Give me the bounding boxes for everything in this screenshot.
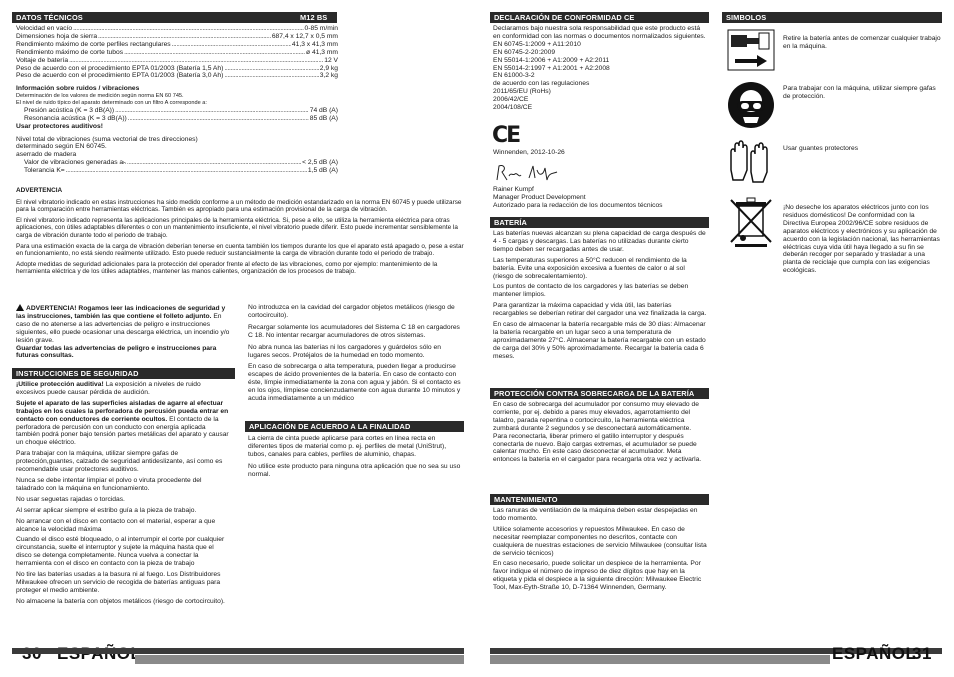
tech-data-header: DATOS TÉCNICOS M12 BS xyxy=(12,12,337,23)
noise-title: Información sobre ruidos / vibraciones xyxy=(16,85,140,93)
spec-row: Rendimiento máximo de corte perfiles rectangulares ..... 41,3 x 41,3 mm xyxy=(16,41,338,49)
spec-list xyxy=(16,25,338,175)
symbols-header: SIMBOLOS xyxy=(722,12,942,23)
spec-row: Dimensiones hoja de sierra ..... 687,4 x 12,7 x 0,5 mm xyxy=(16,33,338,41)
symbol-text: ¡No deseche los aparatos eléctricos junto con los residuos domésticos! De conformidad con la Directiva Europea 2002/96/CE sobre residuos de aparatos eléctricos y electrónicos y su aplicación de acuerdo con la legislación nacional, las herramientas eléctricas cuya vida útil haya llegado a su fin se deberán recoger por separado y trasladar a una planta de reciclaje que cumpla con las exigencias ecológicas. xyxy=(783,204,940,275)
advert-title: ADVERTENCIA xyxy=(16,187,63,194)
battery-text: Las baterías nuevas alcanzan su plena capacidad de carga después de 4 - 5 cargas y descargas. Las baterías no utilizadas durante cierto tiempo deben ser recargadas antes de usar. Las temperaturas superiores a 50°C reducen el rendimiento de la batería. Evite una exposición excesiva a fuentes de calor o al sol (riesgo de sobrecalentamiento). Los puntos de contacto de los cargadores y las baterías se deben mantener limpios. Para garantizar la máxima capacidad y vida útil, las baterías recargables se deberían retirar del cargador una vez finalizada la carga. En caso de almacenar la batería recargable más de 30 días: Almacenar la batería recargable en un lugar seco a una temperatura de aproximadamente 27°C. Almacenar la batería recargable con un estado de carga del 30% y 50% aproximadamente. Recargar la batería cada 6 meses. xyxy=(493,230,707,360)
maintenance-text: Las ranuras de ventilación de la máquina deben estar despejadas en todo momento. Utilice solamente accesorios y repuestos Milwaukee. En caso de necesitar reemplazar componentes no descritos, contacte con cualquiera de nuestras estaciones de servicio Milwaukee (consultar lista de servicio técnicos) En caso necesario, puede solicitar un despiece de la herramienta. Por favor indique el número de impreso de diez dígitos que hay en la etiqueta y pida el despiece a la siguiente dirección: Milwaukee Electric Tool, Max-Eyth-Straße 10, D-71364 Winnenden, Germany. xyxy=(493,507,707,592)
advert-paragraph: Adopte medidas de seguridad adicionales para la protección del operador frente al efecto de las vibraciones, como por ejemplo: mantenimiento de la herramienta eléctrica y de los útiles adaptables, mantener las manos calientes, organización de los procesos de trabajo. xyxy=(16,260,438,276)
vibration-material: aserrado de madera xyxy=(16,151,77,159)
symbol-text: Para trabajar con la máquina, utilizar siempre gafas de protección. xyxy=(783,85,936,100)
remove-battery-icon xyxy=(727,29,775,71)
overload-protection-header: PROTECCIÓN CONTRA SOBRECARGA DE LA BATERÍA xyxy=(490,388,709,399)
symbol-text: Retire la batería antes de comenzar cualquier trabajo en la máquina. xyxy=(783,35,941,50)
advert-paragraph: Para una estimación exacta de la carga de vibración deberían tenerse en cuenta también los tiempos durante los que el aparato está apagado o, pese a estar en funcionamiento, no está siendo realmente utilizado. Esto puede reducir sustancialmente la carga de vibración durante todo el periodo de trabajo. xyxy=(16,242,464,258)
spec-row: Velocidad en vacío ..... 0-85 m/min xyxy=(16,25,338,33)
model-name: M12 BS xyxy=(300,13,328,22)
general-warning: ADVERTENCIA! Rogamos leer las indicaciones de seguridad y las instrucciones, también las que contiene el folleto adjunto. En caso de no atenerse a las advertencias de peligro e instrucciones siguientes, ello puede ocasionar una descarga eléctrica, un incendio y/o lesión grave. Guardar todas las advertencias de peligro e instrucciones para futuras consultas. xyxy=(16,305,230,360)
maintenance-header: MANTENIMIENTO xyxy=(490,494,709,505)
safety-instructions: ¡Utilice protección auditiva! La exposición a niveles de ruido excesivos puede causar pérdida de audición. Sujete el aparato de las superficies aisladas de agarre al efectuar trabajos en los cuales la perforadora de percusión pueda entrar en contacto con conductores de corriente ocultos. El contacto de la perforadora de percusión con un conducto con energía aplicada también podrá poner bajo tensión partes metálicas del aparato y causar un choque eléctrico. Para trabajar con la máquina, utilizar siempre gafas de protección,guantes, calzado de seguridad antideslizante, así como es recomendable usar protectores auditivos. Nunca se debe intentar limpiar el polvo o viruta procedente del taladrado con la máquina en funcionamiento. No usar seguetas rajadas o torcidas. Al serrar aplicar siempre el estribo guía a la pieza de trabajo. No arrancar con el disco en contacto con el material, esperar a que alcance la velocidad máxima Cuando el disco esté bloqueado, o al interrumpir el corte por cualquier circunstancia, suelte el interruptor y sujete la máquina hasta que el disco se detenga completamente. Nunca vuelva a conectar la herramienta con el disco en contacto con la pieza de trabajo No tire las baterías usadas a la basura ni al fuego. Los Distribuidores Milwaukee ofrecen un servicio de recogida de baterías antiguas para proteger el medio ambiente. No almacene la batería con objetos metálicos (riesgo de cortocircuito). xyxy=(16,381,229,605)
footer-bar-left xyxy=(12,648,464,654)
place-date: Winnenden, 2012-10-26 xyxy=(493,149,565,156)
vibration-standard: determinado según EN 60745. xyxy=(16,143,107,151)
ce-mark-icon: CE xyxy=(492,123,520,148)
footer-bar-left-gray xyxy=(135,655,464,664)
vibration-row: Tolerancia K= ..... 1,5 dB (A) xyxy=(16,167,338,175)
battery-header: BATERÍA xyxy=(490,217,709,228)
battery-safety-notes: No introduzca en la cavidad del cargador objetos metálicos (riesgo de cortocircuito). Recargar solamente los acumuladores del Sistema C 18 en cargadores C 18. No intentar recargar acumuladores de otros sistemas. No abra nunca las baterías ni los cargadores y guárdelos sólo en lugares secos. Protéjalos de la humedad en todo momento. En caso de sobrecarga o alta temperatura, pueden llegar a producirse escapes de ácido provenientes de la batería. En caso de contacto con éste, límpie inmediatamente la zona con agua y jabón. Si el contacto es en los ojos, límpiese concienzudamente con agua durante 10 minutos y acuda inmediatamente a un médico xyxy=(248,304,461,403)
noise-note: Determinación de los valores de medición según norma EN 60 745. xyxy=(16,93,184,100)
signer-block: Rainer Kumpf Manager Product Development Autorizado para la redacción de los documentos técnicos xyxy=(493,186,663,209)
advert-paragraph: El nivel vibratorio indicado representa las aplicaciones principales de la herramienta eléctrica. Si, pese a ello, se utiliza la herramienta eléctrica para otras aplicaciones, con útiles adaptables diferentes o con un mantenimiento insuficiente, el nivel vibratorio puede diferir. Esto puede incrementar sensiblemente la carga de vibración durante todo el periodo de trabajo. xyxy=(16,216,458,239)
application-header: APLICACIÓN DE ACUERDO A LA FINALIDAD xyxy=(245,421,464,432)
vibration-warning-block xyxy=(16,187,464,276)
symbol-text: Usar guantes protectores xyxy=(783,145,859,152)
safety-header: INSTRUCCIONES DE SEGURIDAD xyxy=(12,368,235,379)
page-number-left xyxy=(22,644,42,664)
spec-row: Rendimiento máximo de corte tubos ..... ø 41,3 mm xyxy=(16,49,338,57)
declaration-text: Declaramos bajo nuestra sola responsabilidad que este producto está en conformidad con las normas o documentos normalizados siguientes. EN 60745-1:2009 + A11:2010 EN 60745-2-20:2009 EN 55014-1:2006 + A1:2009 + A2:2011 EN 55014-2:1997 + A1:2001 + A2:2008 EN 61000-3-2 de acuerdo con las regulaciones 2011/65/EU (RoHs) 2006/42/CE 2004/108/CE xyxy=(493,25,706,112)
spec-row: Peso de acuerdo con el procedimiento EPTA 01/2003 (Batería 1,5 Ah) ..... 2,9 kg xyxy=(16,65,338,73)
language-label-left xyxy=(57,644,141,664)
noise-note: El nivel de ruido típico del aparato determinado con un filtro A corresponde a: xyxy=(16,100,207,107)
warning-triangle-icon xyxy=(16,304,24,311)
noise-row: Presión acústica (K = 3 dB(A)) ..... 74 dB (A) xyxy=(16,107,338,115)
vibration-row: Valor de vibraciones generadas aₕ ..... < 2,5 dB (A) xyxy=(16,159,338,167)
advert-paragraph: El nivel vibratorio indicado en estas instrucciones ha sido medido conforme a un método de medición estandarizado en la norma EN 60745 y puede utilizarse para la comparación entre herramientas eléctricas. También es apropiado para una estimación provisional de la carga de vibración. xyxy=(16,198,462,214)
application-text: La cierra de cinta puede aplicarse para cortes en línea recta en diferentes tipos de material como p. ej. perfiles de metal (UniStrut), tubos, canales para cables, perfiles de aluminio, chapas. No utilice este producto para ninguna otra aplicación que no sea su uso normal. xyxy=(248,435,461,478)
overload-protection-text: En caso de sobrecarga del acumulador por consumo muy elevado de corriente, por ej. debido a pares muy elevados, agarrotamiento del taladro, parada repentina o cortocircuito, la herramienta eléctrica zumbará durante 2 segundos y se desconectará automáticamente. Para reconectarla, liberar primero el gatillo interruptor y después conectarla de nuevo. Bajo cargas extremas, el acumulador se puede calentar mucho. En este caso desconectar el acumulador. Meta entonces la batería en el cargador para recargarla otra vez y activarla. xyxy=(493,401,702,464)
crossed-bin-icon xyxy=(727,196,775,248)
footer-bar-right-gray xyxy=(490,655,830,664)
gloves-icon xyxy=(727,140,775,186)
vibration-title: Nivel total de vibraciones (suma vectorial de tres direcciones) xyxy=(16,135,198,143)
spec-row: Voltaje de batería ..... 12 V xyxy=(16,57,338,65)
safety-goggles-icon xyxy=(727,81,775,129)
spec-row: Peso de acuerdo con el procedimiento EPTA 01/2003 (Batería 3,0 Ah) ..... 3,2 kg xyxy=(16,72,338,80)
language-label-right: ESPAÑOL xyxy=(832,644,917,663)
noise-row: Resonancia acústica (K = 3 dB(A)) ..... 85 dB (A) xyxy=(16,115,338,123)
ear-protection-note: Usar protectores auditivos! xyxy=(16,122,103,130)
signature-icon xyxy=(493,162,563,184)
declaration-header: DECLARACIÓN DE CONFORMIDAD CE xyxy=(490,12,709,23)
page-number-right: 31 xyxy=(912,644,932,663)
